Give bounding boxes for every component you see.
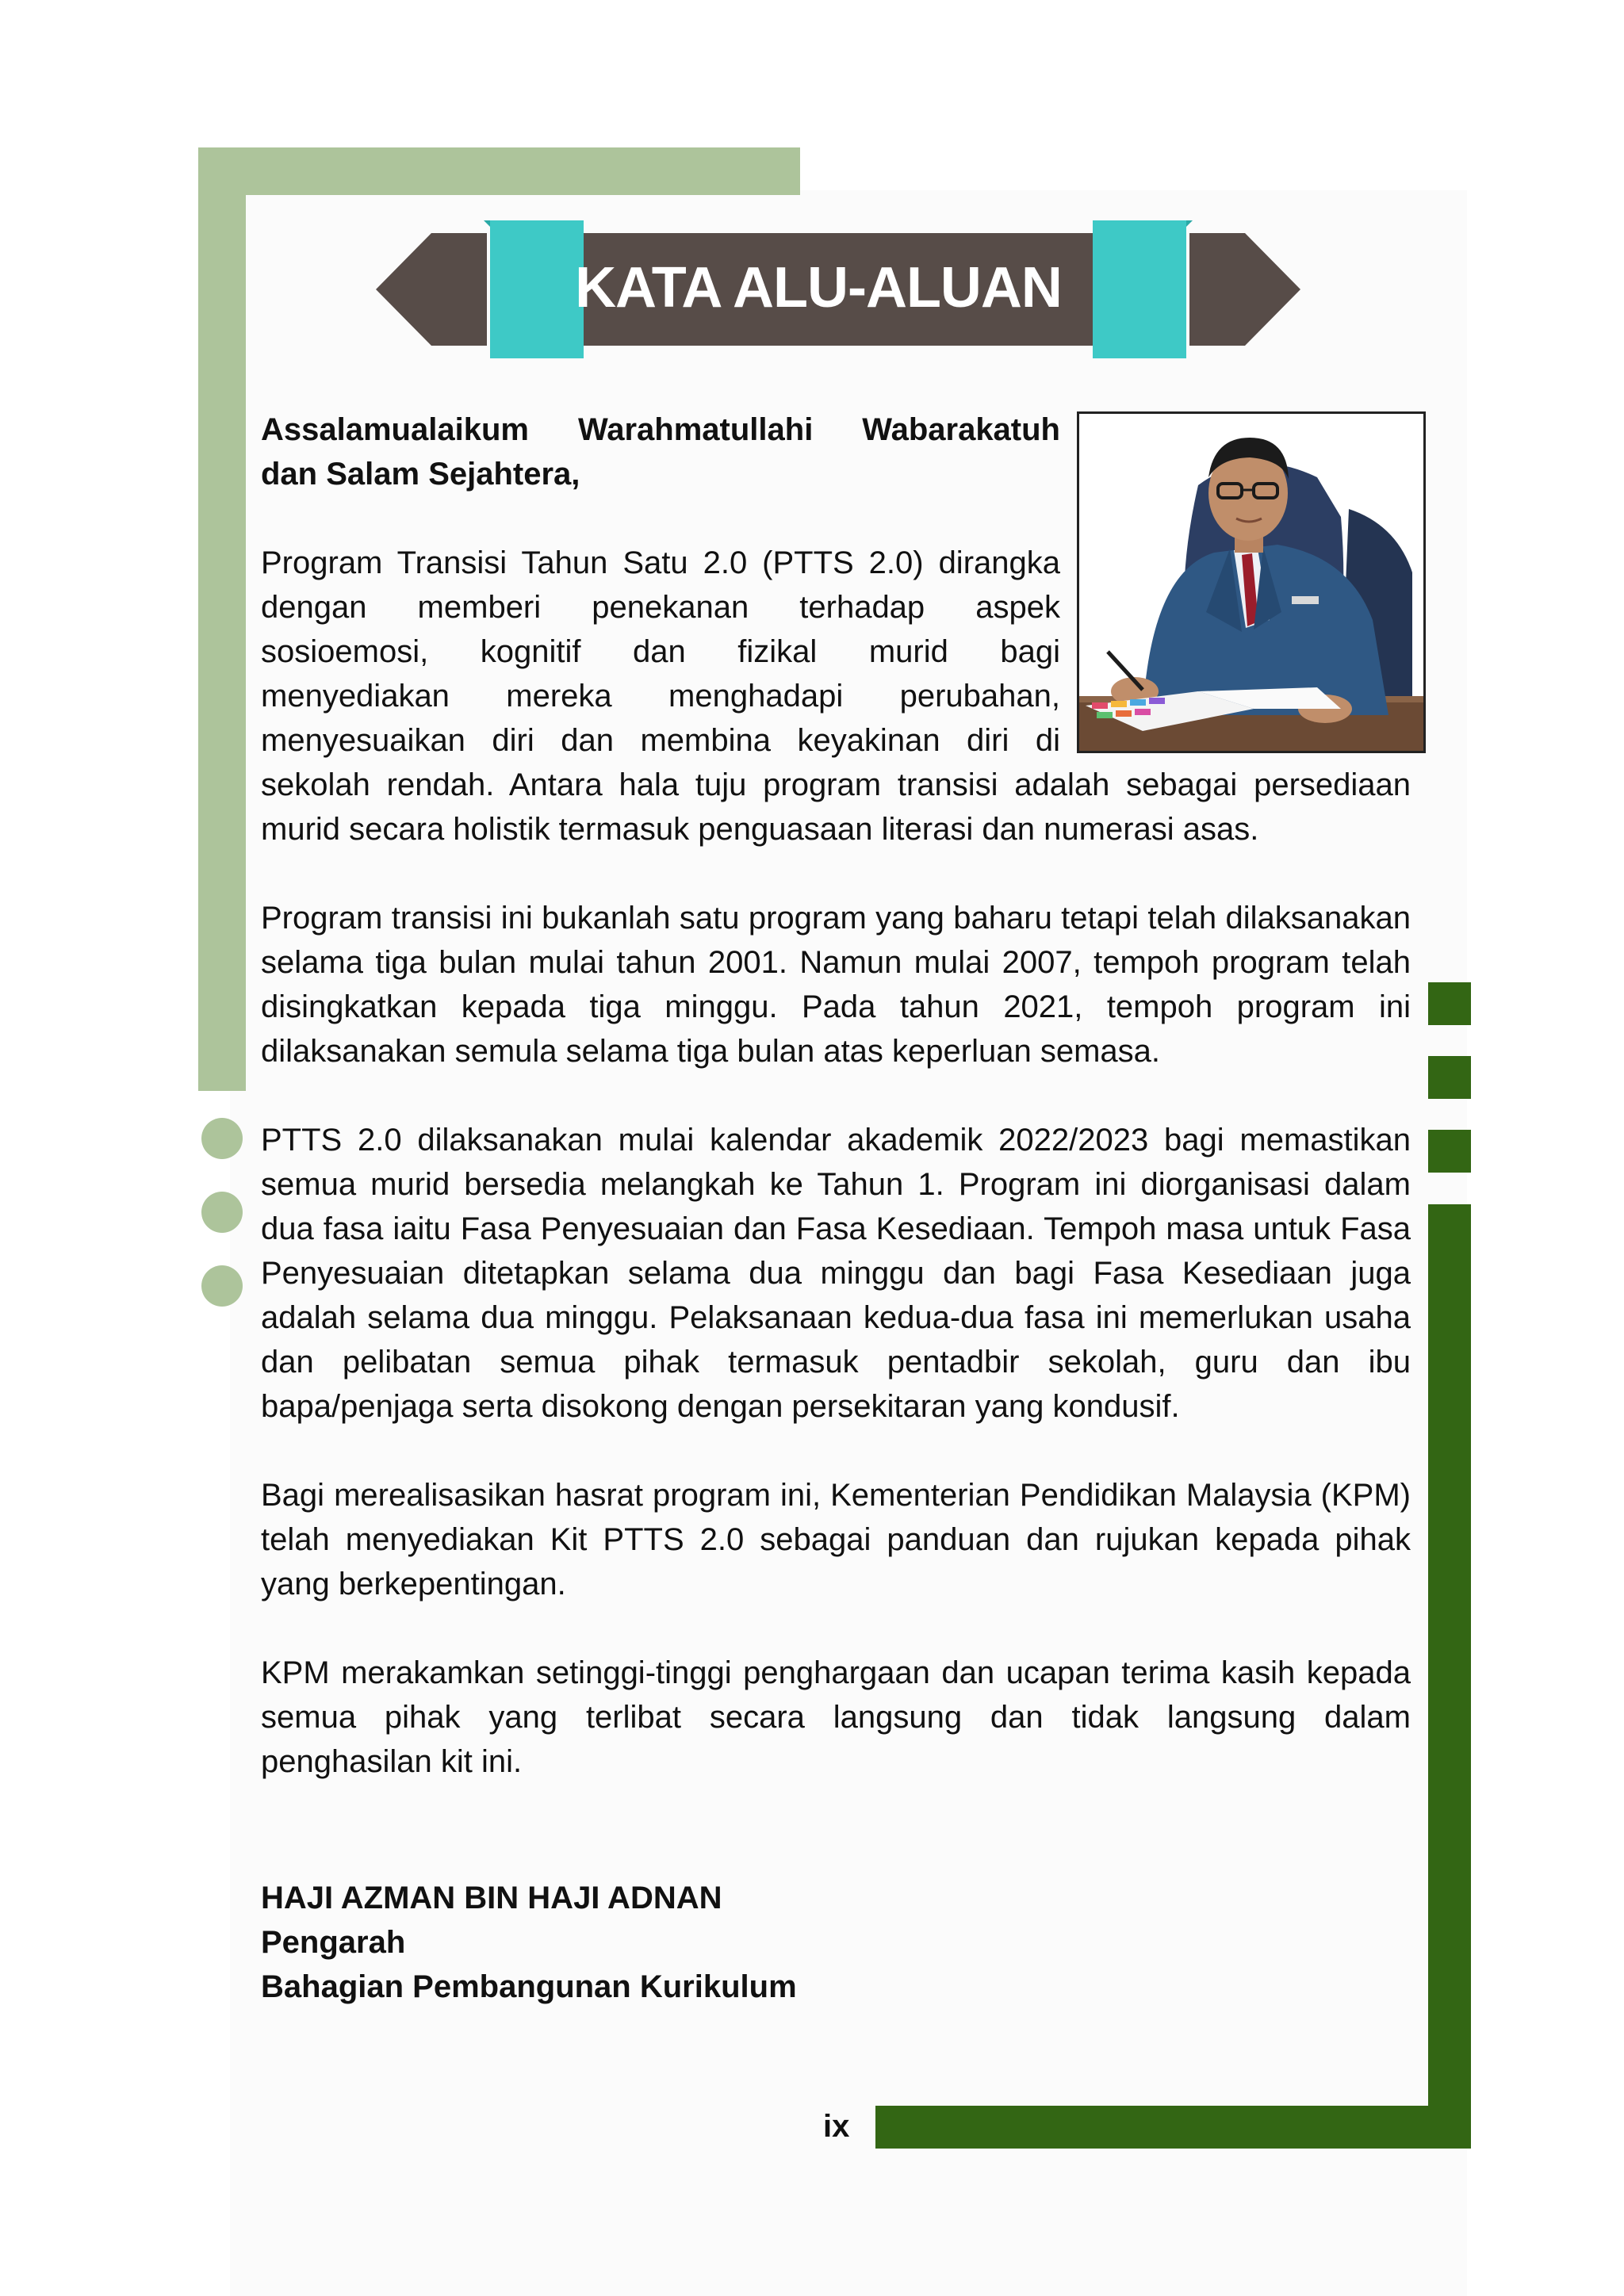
paragraph-1-line-5: menyesuaikan diri dan membina keyakinan diri di [261, 723, 1060, 758]
signatory-position: Pengarah [261, 1925, 406, 1960]
paragraph-1-line-4: menyediakan mereka menghadapi perubahan, [261, 679, 1060, 714]
paragraph-1-line-1: Program Transisi Tahun Satu 2.0 (PTTS 2.0) dirangka [261, 545, 1060, 580]
decor-square-2 [1428, 1056, 1471, 1099]
greeting-line-2: dan Salam Sejahtera, [261, 457, 580, 492]
paragraph-1 [261, 541, 1411, 851]
page-title: KATA ALU-ALUAN [575, 256, 1062, 320]
frame-bottom-bar [875, 2106, 1471, 2149]
paragraph-1-line-2: dengan memberi penekanan terhadap aspek [261, 590, 1060, 625]
frame-left-bar [198, 147, 246, 1091]
paragraph-1-line-3: sosioemosi, kognitif dan fizikal murid bagi [261, 634, 1060, 669]
decor-dot-3 [201, 1265, 243, 1307]
greeting-line-1: Assalamualaikum Warahmatullahi Wabarakatuh [261, 412, 1060, 447]
page-number: ix [823, 2109, 850, 2144]
frame-right-bar [1428, 1204, 1471, 2149]
paragraph-3: PTTS 2.0 dilaksanakan mulai kalendar akademik 2022/2023 bagi memastikan semua murid bersedia melangkah ke Tahun 1. Program ini diorganisasi dalam dua fasa iaitu Fasa Penyesuaian dan Fasa Kesediaan. Tempoh masa untuk Fasa Penyesuaian ditetapkan selama dua minggu dan bagi Fasa Kesediaan juga adalah selama dua minggu. Pelaksanaan kedua-dua fasa ini memerlukan usaha dan pelibatan semua pihak termasuk pentadbir sekolah, guru dan ibu bapa/penjaga serta disokong dengan persekitaran yang kondusif. [261, 1123, 1411, 1424]
title-ribbon [376, 220, 1300, 358]
decor-dot-2 [201, 1192, 243, 1233]
signature-block [261, 1876, 797, 2009]
greeting [261, 408, 1060, 496]
paragraph-5: KPM merakamkan setinggi-tinggi penghargaan dan ucapan terima kasih kepada semua pihak yang terlibat secara langsung dan tidak langsung dalam penghasilan kit ini. [261, 1655, 1411, 1779]
paragraph-1-rest: sekolah rendah. Antara hala tuju program transisi adalah sebagai persediaan murid secara holistik termasuk penguasaan literasi dan numerasi asas. [261, 767, 1411, 847]
signatory-name: HAJI AZMAN BIN HAJI ADNAN [261, 1881, 722, 1915]
decor-dot-1 [201, 1118, 243, 1159]
paragraph-2: Program transisi ini bukanlah satu program yang baharu tetapi telah dilaksanakan selama tiga bulan mulai tahun 2001. Namun mulai 2007, tempoh program telah disingkatkan kepada tiga minggu. Pada tahun 2021, tempoh program ini dilaksanakan semula selama tiga bulan atas keperluan semasa. [261, 901, 1411, 1069]
signatory-department: Bahagian Pembangunan Kurikulum [261, 1969, 797, 2004]
frame-top-bar [198, 147, 800, 195]
decor-square-1 [1428, 982, 1471, 1025]
decor-square-3 [1428, 1130, 1471, 1173]
paragraph-4: Bagi merealisasikan hasrat program ini, Kementerian Pendidikan Malaysia (KPM) telah menyediakan Kit PTTS 2.0 sebagai panduan dan rujukan kepada pihak yang berkepentingan. [261, 1478, 1411, 1601]
